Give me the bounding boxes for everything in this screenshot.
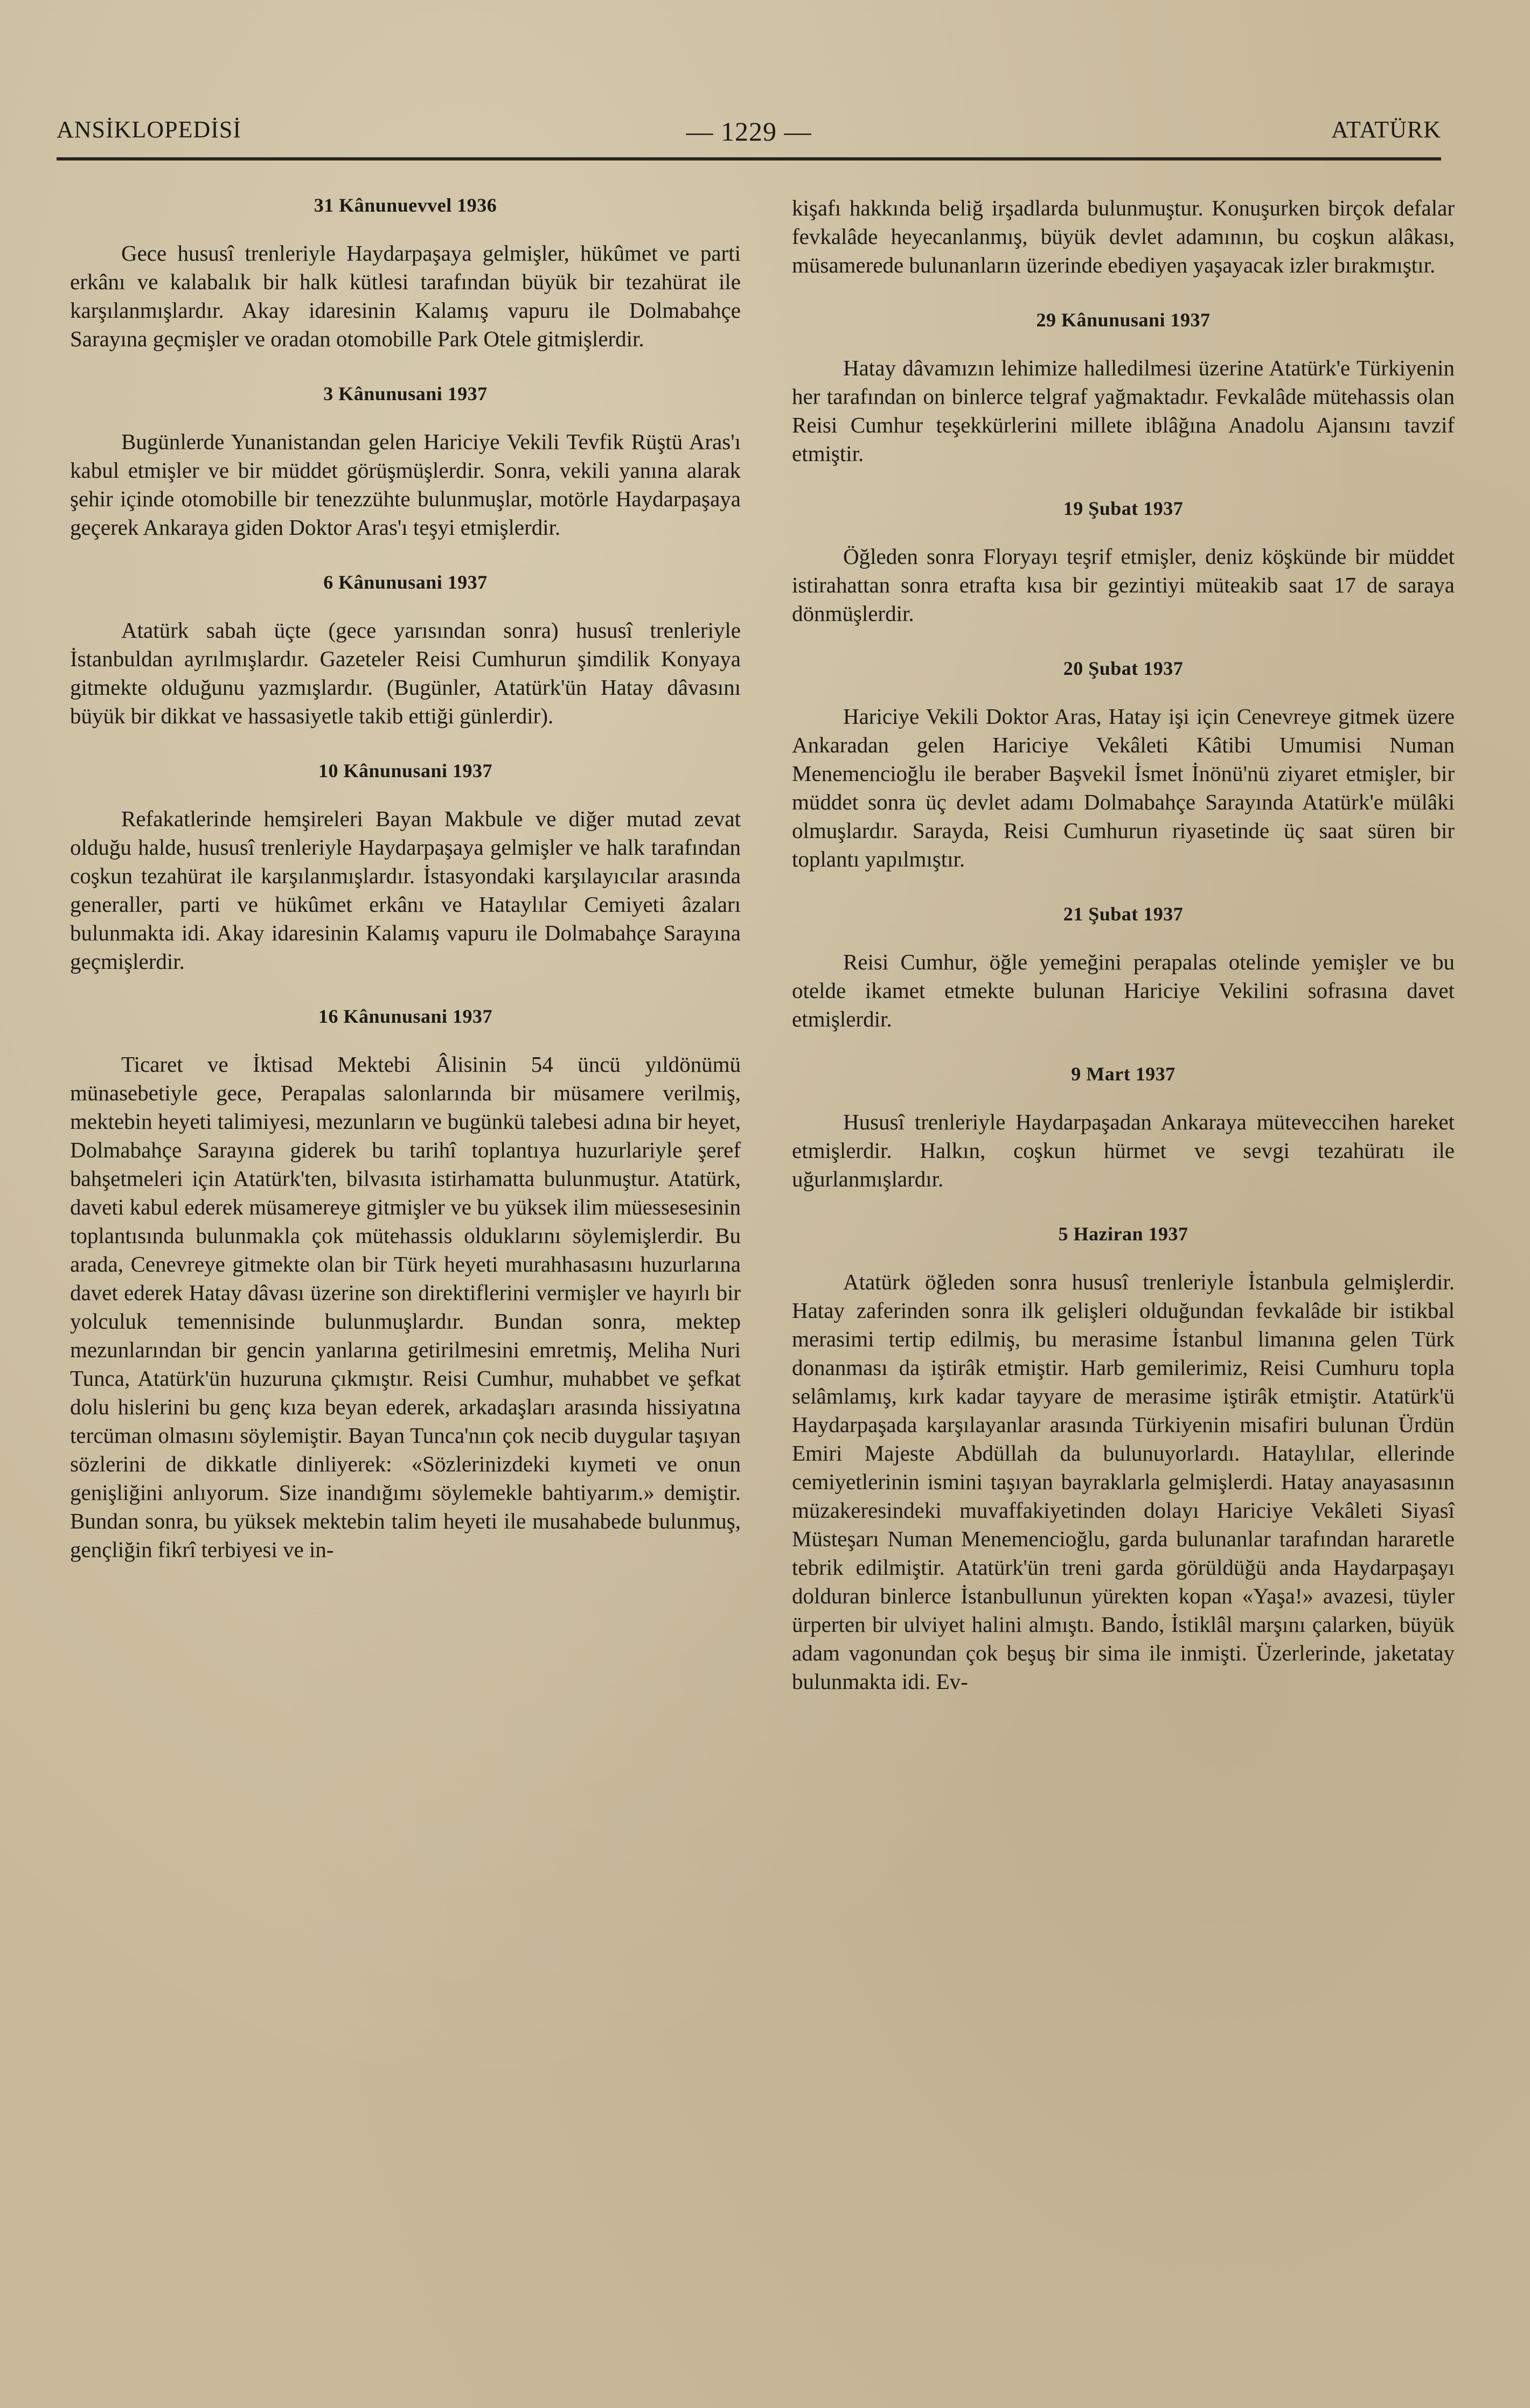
entry-date: 21 Şubat 1937 <box>1063 903 1184 925</box>
entry-text: Öğleden sonra Floryayı teşrif etmişler, deniz köşkünde bir müddet istirahattan sonra etrafta kısa bir gezintiyi müteakib saat 17 de saraya dönmüşlerdir. <box>792 544 1455 626</box>
entry-text: Bugünlerde Yunanistandan gelen Hariciye Vekili Tevfik Rüştü Aras'ı kabul etmişler ve bir müddet görüşmüşlerdir. Sonra, vekili yanına alarak şehir içinde otomobille bir tenezzühte bulunmuşlar, motörle Haydarpaşaya geçerek Ankaraya giden Doktor Aras'ı teşyi etmişlerdir. <box>70 429 741 540</box>
entry-text: Hatay dâvamızın lehimize halledilmesi üzerine Atatürk'e Türkiyenin her tarafından on binlerce telgraf yağmaktadır. Fevkalâde mütehassis olan Reisi Cumhur teşekkürlerini millete iblâğına Anadolu Ajansını tavzif etmiştir. <box>792 355 1455 466</box>
right-column <box>792 194 1455 1725</box>
entry <box>792 657 1455 874</box>
entry-date: 9 Mart 1937 <box>1071 1063 1176 1085</box>
entry-date: 20 Şubat 1937 <box>1063 658 1184 679</box>
entry <box>70 194 741 353</box>
header-left-title: ANSİKLOPEDİSİ <box>57 116 241 143</box>
entry-date: 29 Kânunusani 1937 <box>1036 309 1211 331</box>
entry-text: Ticaret ve İktisad Mektebi Âlisinin 54 üncü yıldönümü münasebetiyle gece, Perapalas salonlarında bir müsamere verilmiş, mektebin heyeti talimiyesi, mezunların ve bugünkü talebesi adına bir heyet, Dolmabahçe Sarayına giderek bu tarihî toplantıya huzurlariyle şeref bahşetmeleri için Atatürk'ten, bilvasıta istirhamatta bulunmuştur. Atatürk, daveti kabul ederek müsamereye gitmişler ve bu yüksek ilim müessesesinin toplantısında bulunmakla çok mütehassis olduklarını söylemişlerdir. Bu arada, Cenevreye gitmekte olan bir Türk heyeti murahhasasını huzurlarına davet ederek Hatay dâvası üzerine son direktiflerini vermişler ve hayırlı bir yolculuk temennisinde bulunmuşlardır. Bundan sonra, mektep mezunlarından bir gencin yanlarına getirilmesini emretmiş, Meliha Nuri Tunca, Atatürk'ün huzuruna çıkmıştır. Reisi Cumhur, muhabbet ve şefkat dolu hislerini bu genç kıza beyan ederek, arkadaşları arasında hissiyatına tercüman olmasını söylemiştir. Bayan Tunca'nın çok necib duygular taşıyan sözlerini de dikkatle dinliyerek: «Sözlerinizdeki kıymeti ve onun genişliğini anlıyorum. Size inandığımı söylemekle bahtiyarım.» demiştir. Bundan sonra, bu yüksek mektebin talim heyeti ile musahabede bulunmuş, gençliğin fikrî terbiyesi ve in- <box>70 1052 741 1562</box>
entry-date: 19 Şubat 1937 <box>1063 498 1184 519</box>
entry-text: Hususî trenleriyle Haydarpaşadan Ankaraya müteveccihen hareket etmişlerdir. Halkın, coşkun hürmet ve sevgi tezahüratı ile uğurlanmışlardır. <box>792 1109 1455 1191</box>
entry-date: 5 Haziran 1937 <box>1058 1223 1188 1245</box>
left-column <box>70 194 741 1593</box>
entry-text: Reisi Cumhur, öğle yemeğini perapalas otelinde yemişler ve bu otelde ikamet etmekte bulunan Hariciye Vekilini sofrasına davet etmişlerdir. <box>792 950 1455 1031</box>
entry-date: 10 Kânunusani 1937 <box>318 760 493 781</box>
entry-text: Atatürk sabah üçte (gece yarısından sonra) hususî trenleriyle İstanbuldan ayrılmışlardır. Gazeteler Reisi Cumhurun şimdilik Konyaya gitmekte olduğunu yazmışlardır. (Bugünler, Atatürk'ün Hatay dâvasını büyük bir dikkat ve hassasiyetle takib ettiği günlerdir). <box>70 618 741 728</box>
entry <box>70 382 741 542</box>
entry <box>792 497 1455 628</box>
entry-text-continued: kişafı hakkında beliğ irşadlarda bulunmuştur. Konuşurken birçok defalar fevkalâde heyecanlanmış, büyük devlet adamının, bu coşkun alâkası, müsamerede bulunanların üzerinde ebediyen yaşayacak izler bırakmıştır. <box>792 196 1455 277</box>
entry-date: 16 Kânunusani 1937 <box>318 1006 493 1027</box>
header-right-title: ATATÜRK <box>1331 116 1441 143</box>
entry-text: Gece hususî trenleriyle Haydarpaşaya gelmişler, hükûmet ve parti erkânı ve kalabalık bir halk kütlesi tarafından büyük bir tezahürat ile karşılanmışlardır. Akay idaresinin Kalamış vapuru ile Dolmabahçe Sarayına geçmişler ve oradan otomobille Park Otele gitmişlerdir. <box>70 241 741 351</box>
entry <box>792 1063 1455 1193</box>
entry-date: 6 Kânunusani 1937 <box>323 571 488 593</box>
entry <box>792 194 1455 280</box>
entry-date: 3 Kânunusani 1937 <box>323 383 488 404</box>
entry <box>70 571 741 730</box>
running-header <box>57 110 1441 159</box>
entry <box>70 1005 741 1564</box>
entry <box>792 1223 1455 1696</box>
header-rule <box>57 157 1441 160</box>
entry-text: Refakatlerinde hemşireleri Bayan Makbule ve diğer mutad zevat olduğu halde, hususî trenleriyle Haydarpaşaya gelmişler ve halk tarafından coşkun tezahürat ile karşılanmışlardır. İstasyondaki karşılayıcılar arasında generaller, parti ve hükûmet erkânı ve Hataylılar Cemiyeti âzaları bulunmakta idi. Akay idaresinin Kalamış vapuru ile Dolmabahçe Sarayına geçmişlerdir. <box>70 806 741 974</box>
entry-date: 31 Kânunuevvel 1936 <box>314 194 497 216</box>
entry <box>792 903 1455 1034</box>
page-number: — 1229 — <box>686 116 812 146</box>
entry <box>70 759 741 976</box>
entry <box>792 309 1455 468</box>
entry-text: Atatürk öğleden sonra hususî trenleriyle İstanbula gelmişlerdir. Hatay zaferinden sonra ilk gelişleri olduğundan fevkalâde bir istikbal merasimi tertip edilmiş, bu merasime İstanbul limanına gelen Türk donanması da iştirâk etmiştir. Harb gemilerimiz, Reisi Cumhuru topla selâmlamış, kırk kadar tayyare de merasime iştirâk etmiştir. Atatürk'ü Haydarpaşada karşılayanlar arasında Türkiyenin misafiri bulunan Ürdün Emiri Majeste Abdüllah da bulunuyorlardı. Hataylılar, ellerinde cemiyetlerinin ismini taşıyan bayraklarla gelmişlerdi. Hatay anayasasının müzakeresindeki muvaffakiyetinden dolayı Hariciye Vekâleti Siyasî Müsteşarı Numan Menemencioğlu, garda bulunanlar tarafından hararetle tebrik edilmiştir. Atatürk'ün treni garda görüldüğü anda Haydarpaşayı dolduran binlerce İstanbullunun yürekten kopan «Yaşa!» avazesi, tüyler ürperten bir ulviyet halini almıştı. Bando, İstiklâl marşını çalarken, büyük adam vagonundan çok beşuş bir sima ile inmişti. Üzerlerinde, jaketatay bulunmakta idi. Ev- <box>792 1269 1455 1694</box>
entry-text: Hariciye Vekili Doktor Aras, Hatay işi için Cenevreye gitmek üzere Ankaradan gelen Hariciye Vekâleti Kâtibi Umumisi Numan Menemencioğlu ile beraber Başvekil İsmet İnönü'nü ziyaret etmişler, bir müddet sonra üç devlet adamı Dolmabahçe Sarayında Atatürk'e mülâki olmuşlardır. Sarayda, Reisi Cumhurun riyasetinde üç saat süren bir toplantı yapılmıştır. <box>792 704 1455 871</box>
